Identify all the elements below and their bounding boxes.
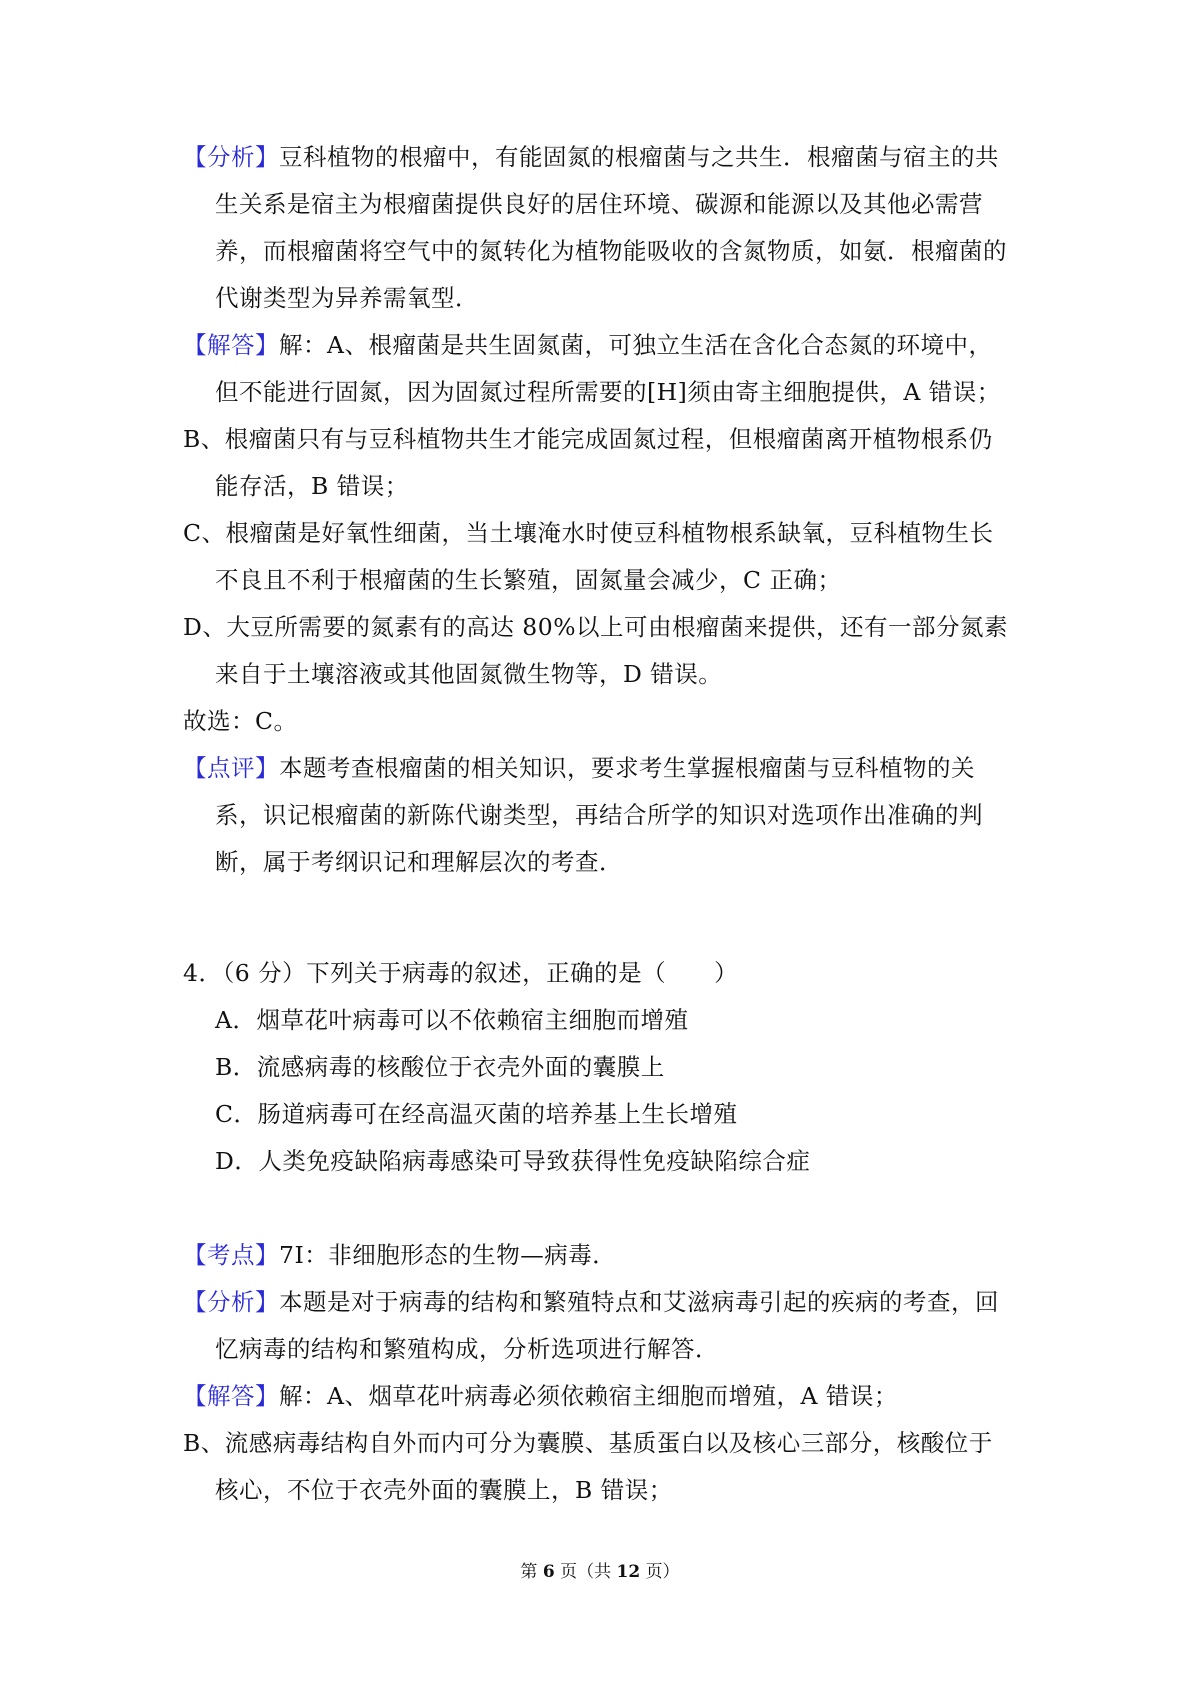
q4-option-c: C．肠道病毒可在经高温灭菌的培养基上生长增殖 — [215, 1100, 738, 1128]
q3-answer-line-7: D、大豆所需要的氮素有的高达 80%以上可由根瘤菌来提供，还有一部分氮素 — [183, 613, 1009, 641]
q3-analysis-line-4: 代谢类型为异养需氧型． — [215, 284, 479, 312]
q3-answer-line-3: B、根瘤菌只有与豆科植物共生才能完成固氮过程，但根瘤菌离开植物根系仍 — [183, 425, 993, 453]
q4-analysis-line-2: 忆病毒的结构和繁殖构成，分析选项进行解答． — [215, 1335, 719, 1363]
q4-option-d: D．人类免疫缺陷病毒感染可导致获得性免疫缺陷综合症 — [215, 1147, 811, 1175]
q4-analysis-line-1: 【分析】本题是对于病毒的结构和繁殖特点和艾滋病毒引起的疾病的考查，回 — [183, 1288, 999, 1316]
q3-answer-line-4: 能存活，B 错误； — [215, 472, 409, 500]
q3-answer-line-8: 来自于土壤溶液或其他固氮微生物等，D 错误。 — [215, 660, 723, 688]
q3-analysis-line-2: 生关系是宿主为根瘤菌提供良好的居住环境、碳源和能源以及其他必需营 — [215, 190, 983, 218]
analysis-tag: 【分析】 — [183, 1288, 279, 1316]
q3-answer-line-2: 但不能进行固氮，因为固氮过程所需要的[H]须由寄主细胞提供，A 错误； — [215, 378, 1001, 406]
point-tag: 【考点】 — [183, 1241, 279, 1269]
q3-answer-line-5: C、根瘤菌是好氧性细菌，当土壤淹水时使豆科植物根系缺氧，豆科植物生长 — [183, 519, 994, 547]
q3-comment-line-3: 断，属于考纲识记和理解层次的考查． — [215, 848, 623, 876]
total-pages: 12 — [616, 1562, 641, 1582]
comment-tag: 【点评】 — [183, 754, 279, 782]
answer-tag: 【解答】 — [183, 331, 279, 359]
page-footer: 第 6 页（共 12 页） — [520, 1562, 680, 1582]
q3-answer-line-6: 不良且不利于根瘤菌的生长繁殖，固氮量会减少，C 正确； — [215, 566, 842, 594]
page-number: 6 — [542, 1562, 555, 1582]
q4-answer-line-1: 【解答】解：A、烟草花叶病毒必须依赖宿主细胞而增殖，A 错误； — [183, 1382, 898, 1410]
q4-answer-line-2: B、流感病毒结构自外而内可分为囊膜、基质蛋白以及核心三部分，核酸位于 — [183, 1429, 993, 1457]
q4-answer-line-3: 核心，不位于衣壳外面的囊膜上，B 错误； — [215, 1476, 673, 1504]
q4-option-b: B．流感病毒的核酸位于衣壳外面的囊膜上 — [215, 1053, 665, 1081]
q3-analysis-line-3: 养，而根瘤菌将空气中的氮转化为植物能吸收的含氮物质，如氨．根瘤菌的 — [215, 237, 1007, 265]
q3-comment-line-2: 系，识记根瘤菌的新陈代谢类型，再结合所学的知识对选项作出准确的判 — [215, 801, 983, 829]
q4-option-a: A．烟草花叶病毒可以不依赖宿主细胞而增殖 — [215, 1006, 689, 1034]
q3-comment-line-1: 【点评】本题考查根瘤菌的相关知识，要求考生掌握根瘤菌与豆科植物的关 — [183, 754, 975, 782]
answer-tag: 【解答】 — [183, 1382, 279, 1410]
q3-answer-choice: 故选：C。 — [183, 707, 298, 735]
analysis-tag: 【分析】 — [183, 143, 279, 171]
q4-stem: 4．（6 分）下列关于病毒的叙述，正确的是（ ） — [183, 959, 739, 987]
q4-point-line: 【考点】7I：非细胞形态的生物—病毒． — [183, 1241, 617, 1269]
q3-analysis-line-1: 【分析】豆科植物的根瘤中，有能固氮的根瘤菌与之共生．根瘤菌与宿主的共 — [183, 143, 999, 171]
q3-answer-line-1: 【解答】解：A、根瘤菌是共生固氮菌，可独立生活在含化合态氮的环境中， — [183, 331, 993, 359]
